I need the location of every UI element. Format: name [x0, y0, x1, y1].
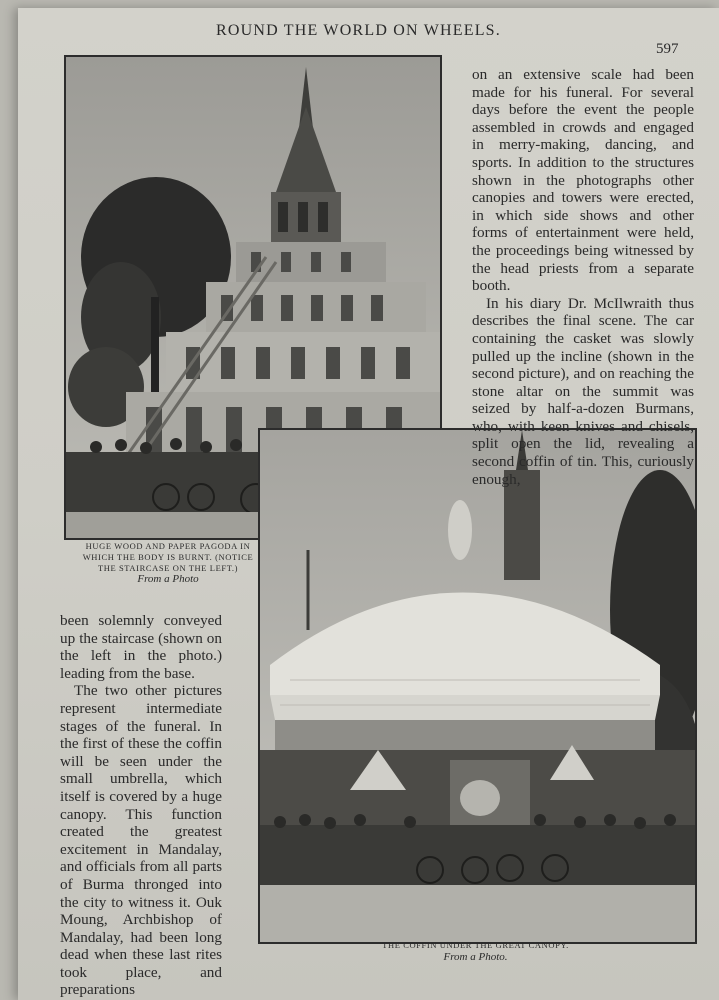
paragraph: The two other pictures represent intermediate stages of the funeral. In the first of these the coffin will be seen under the small umbrella, which itself is covered by a huge canopy. This function created the greatest excitement in Mandalay, and officials from all parts of Burma thronged into the city to witness it. Ouk Moung, Archbishop of Mandalay, had been long dead when these last rites took place, and preparations: [60, 682, 222, 999]
pagoda-caption-line: THE STAIRCASE ON THE LEFT.): [97, 563, 239, 573]
pagoda-caption: [58, 541, 278, 574]
paragraph: on an extensive scale had been made for his funeral. For several days before the event the people assembled in crowds and engaged in merry-making, dancing, and sports. In addition to the structures shown in the photographs other canopies and towers were erected, in which side shows and other forms of entertainment were held, the proceedings being witnessed by the head priests from a separate booth.: [472, 66, 694, 295]
pagoda-credit: From a Photo: [137, 573, 199, 585]
pagoda-caption-line: HUGE WOOD AND PAPER PAGODA IN: [85, 541, 251, 551]
paragraph: In his diary Dr. McIlwraith thus describes the final scene. The car containing the casket was slowly pulled up the incline (shown in the second picture), and on reaching the stone altar on the summit was seized by half-a-dozen Burmans, who, with keen knives and chisels, split open the lid, revealing a second coffin of tin. This, curiously enough,: [472, 294, 694, 488]
left-text-column: [60, 612, 222, 999]
right-text-column: [472, 66, 694, 488]
page-number: 597: [656, 41, 679, 57]
canopy-caption: THE COFFIN UNDER THE GREAT CANOPY.: [382, 940, 569, 950]
pagoda-caption-line: WHICH THE BODY IS BURNT. (NOTICE: [82, 552, 254, 562]
canopy-photo: [258, 428, 697, 944]
paragraph: been solemnly conveyed up the staircase (shown on the left in the photo.) leading from the base.: [60, 612, 222, 682]
running-title: ROUND THE WORLD ON WHEELS.: [216, 22, 501, 39]
canopy-credit: From a Photo.: [443, 951, 508, 963]
